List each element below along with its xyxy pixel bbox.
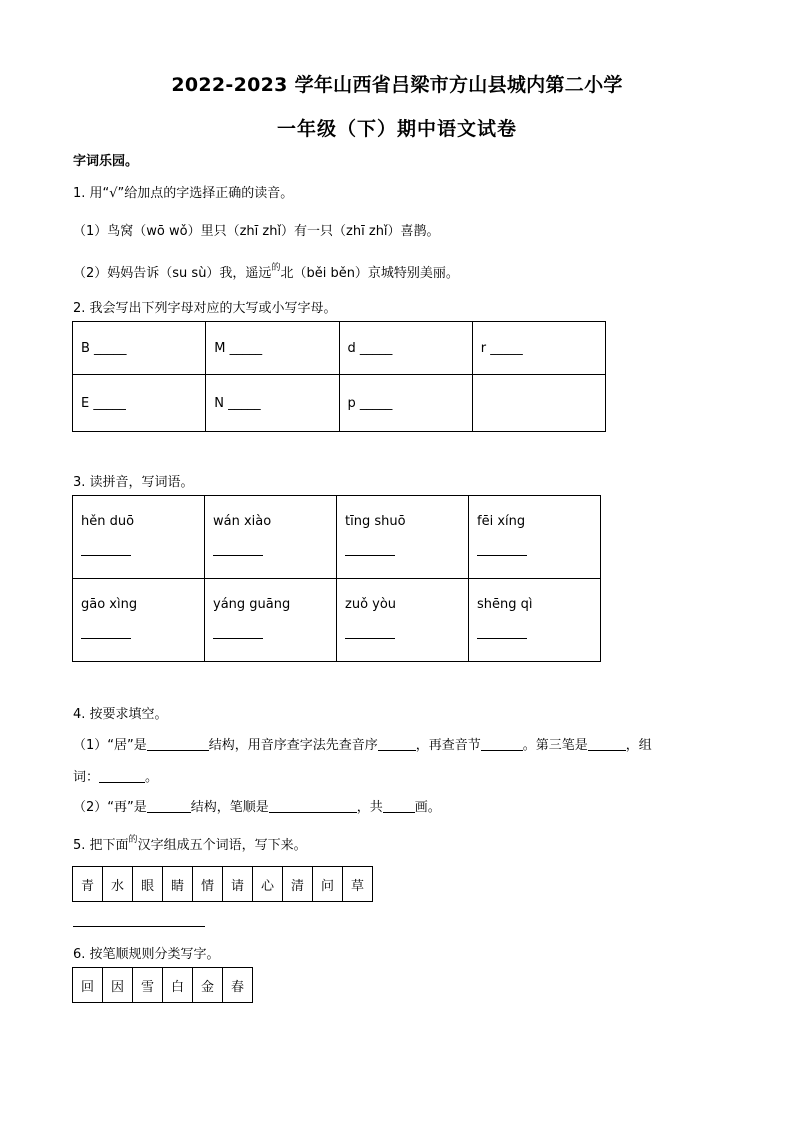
q4-text: （1）“居”是	[73, 738, 147, 753]
q4-item1-cont	[73, 766, 158, 785]
char-cell: 金	[193, 968, 223, 1003]
pinyin-text: fēi xíng	[477, 514, 526, 529]
q3-stem: 3. 读拼音，写词语。	[73, 475, 194, 490]
char-cell: 清	[283, 867, 313, 902]
q3-cell[interactable]	[337, 579, 469, 662]
q1-stem: 1. 用“√”给加点的字选择正确的读音。	[73, 186, 294, 201]
exam-title-line2: 一年级（下）期中语文试卷	[276, 118, 517, 140]
q3-cell[interactable]	[205, 496, 337, 579]
q4-text: ，组	[625, 738, 652, 753]
answer-line	[81, 555, 131, 556]
q1-item2-small: 的	[271, 263, 281, 273]
q2-cell[interactable]: d _____	[339, 322, 472, 375]
fill-blank[interactable]	[147, 800, 191, 813]
answer-line	[477, 638, 527, 639]
char-cell: 雪	[133, 968, 163, 1003]
char-cell: 情	[193, 867, 223, 902]
q4-text: ，再查音节	[415, 738, 481, 753]
q6-stem: 6. 按笔顺规则分类写字。	[73, 947, 220, 962]
answer-line	[213, 555, 263, 556]
q5-small-text: 的	[128, 835, 138, 845]
char-cell: 因	[103, 968, 133, 1003]
fill-blank[interactable]	[378, 738, 416, 751]
pinyin-text: shēng qì	[477, 597, 533, 612]
fill-blank[interactable]	[481, 738, 523, 751]
char-cell: 水	[103, 867, 133, 902]
pinyin-text: zuǒ yòu	[345, 597, 397, 612]
pinyin-text: yáng guāng	[213, 597, 291, 612]
q3-cell[interactable]	[469, 496, 601, 579]
char-cell: 请	[223, 867, 253, 902]
q1-item2-pre: （2）妈妈告诉（su sù）我，遥远	[73, 266, 272, 281]
q2-cell[interactable]: E _____	[73, 375, 206, 432]
q3-cell[interactable]	[337, 496, 469, 579]
q6-char-grid	[72, 967, 253, 1003]
table-row	[73, 322, 606, 375]
q4-text: （2）“再”是	[73, 800, 147, 815]
q4-stem: 4. 按要求填空。	[73, 707, 168, 722]
pinyin-text: wán xiào	[213, 514, 272, 529]
q4-text: 。第三笔是	[522, 738, 588, 753]
char-cell: 眼	[133, 867, 163, 902]
q4-item2	[73, 796, 441, 815]
q4-text: 。	[145, 770, 159, 785]
answer-line	[345, 555, 395, 556]
exam-title-line1: 2022-2023 学年山西省吕梁市方山县城内第二小学	[171, 74, 623, 96]
q5-stem	[73, 834, 307, 853]
q4-text: 结构，用音序查字法先查音序	[208, 738, 378, 753]
q4-text: ，共	[356, 800, 383, 815]
answer-line	[477, 555, 527, 556]
q5-char-grid	[72, 866, 373, 902]
char-cell: 草	[343, 867, 373, 902]
fill-blank[interactable]	[269, 800, 357, 813]
pinyin-text: gāo xìng	[81, 597, 138, 612]
table-row	[73, 968, 253, 1003]
answer-line	[213, 638, 263, 639]
q1-item2-post: 北（běi běn）京城特别美丽。	[280, 266, 459, 281]
q2-cell[interactable]: p _____	[339, 375, 472, 432]
table-row	[73, 867, 373, 902]
q2-cell[interactable]: N _____	[206, 375, 339, 432]
q5-text: 5. 把下面	[73, 838, 129, 853]
q3-cell[interactable]	[73, 579, 205, 662]
q3-pinyin-table	[72, 495, 601, 662]
answer-line	[345, 638, 395, 639]
char-cell: 睛	[163, 867, 193, 902]
table-row	[73, 375, 606, 432]
q4-text: 词：	[73, 770, 100, 785]
q2-letter-table	[72, 321, 606, 432]
fill-blank[interactable]	[588, 738, 626, 751]
section-title: 字词乐园。	[73, 154, 139, 169]
char-cell: 青	[73, 867, 103, 902]
q2-cell[interactable]: B _____	[73, 322, 206, 375]
pinyin-text: hěn duō	[81, 514, 135, 529]
q2-cell[interactable]: r _____	[472, 322, 605, 375]
char-cell: 问	[313, 867, 343, 902]
answer-line	[81, 638, 131, 639]
char-cell: 春	[223, 968, 253, 1003]
q4-text: 画。	[414, 800, 441, 815]
fill-blank[interactable]	[383, 800, 415, 813]
q1-item2	[73, 262, 459, 281]
q1-item1: （1）鸟窝（wō wǒ）里只（zhī zhǐ）有一只（zhī zhǐ）喜鹊。	[73, 224, 440, 239]
char-cell: 心	[253, 867, 283, 902]
q5-text: 汉字组成五个词语，写下来。	[137, 838, 307, 853]
q2-stem: 2. 我会写出下列字母对应的大写或小写字母。	[73, 301, 337, 316]
q5-answer-line[interactable]	[73, 926, 205, 927]
table-row	[73, 496, 601, 579]
q4-item1	[73, 734, 652, 753]
q2-cell[interactable]	[472, 375, 605, 432]
fill-blank[interactable]	[99, 770, 145, 783]
q2-cell[interactable]: M _____	[206, 322, 339, 375]
q4-text: 结构，笔顺是	[190, 800, 269, 815]
fill-blank[interactable]	[147, 738, 209, 751]
q3-cell[interactable]	[73, 496, 205, 579]
q3-cell[interactable]	[205, 579, 337, 662]
table-row	[73, 579, 601, 662]
q3-cell[interactable]	[469, 579, 601, 662]
char-cell: 白	[163, 968, 193, 1003]
char-cell: 回	[73, 968, 103, 1003]
pinyin-text: tīng shuō	[345, 514, 406, 529]
